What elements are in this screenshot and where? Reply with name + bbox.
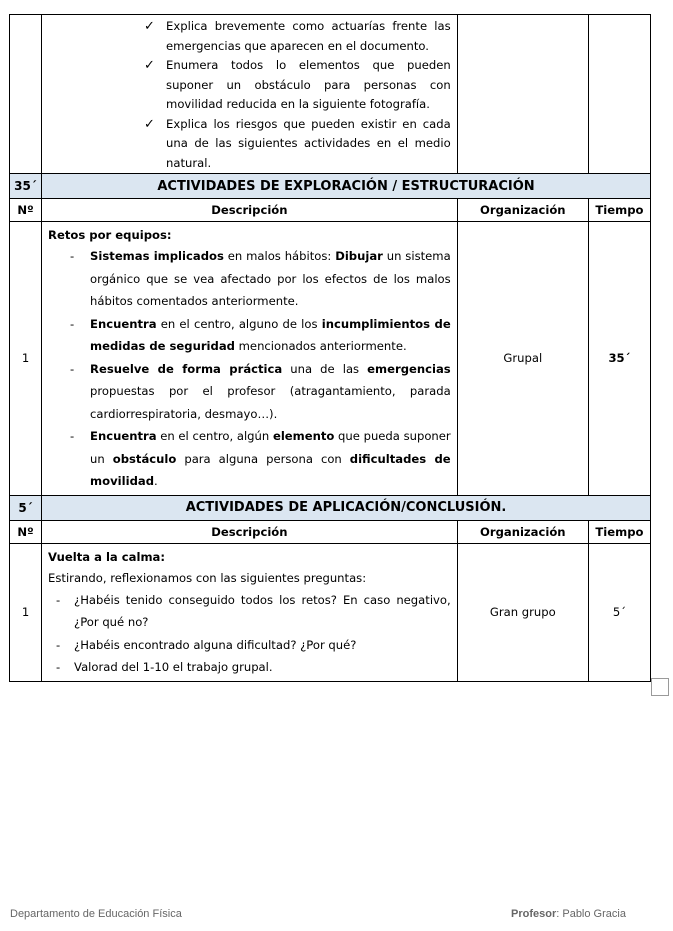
question-text: ¿Habéis tenido conseguido todos los retos? En caso negativo, ¿Por qué no? (74, 592, 451, 629)
item-text: . (154, 474, 158, 488)
section-title: ACTIVIDADES DE EXPLORACIÓN / ESTRUCTURACIÓN (42, 174, 651, 199)
item-text: mencionados anteriormente. (234, 339, 407, 353)
check-icon: ✓ (144, 116, 155, 132)
intro-bullet-list (144, 17, 451, 173)
emphasis-text: emergencias (367, 361, 451, 376)
item-text: en el centro, algún (156, 429, 273, 443)
intro-bullet-item (144, 115, 451, 174)
emphasis-text: Sistemas implicados (90, 249, 224, 263)
emphasis-text: dificultades de movilidad (90, 451, 451, 488)
activity-description (42, 222, 458, 496)
activity-row (10, 543, 651, 681)
question-list (56, 589, 451, 679)
question-text: ¿Habéis encontrado alguna dificultad? ¿Por qué? (74, 637, 357, 652)
emphasis-text: elemento (272, 429, 335, 443)
emphasis-text: incumplimientos de medidas de seguridad (90, 316, 451, 353)
activity-num: 1 (10, 222, 42, 496)
checkbox[interactable] (651, 678, 669, 696)
question-item (56, 656, 451, 679)
emphasis-text: Dibujar (335, 249, 383, 263)
dash-bullet: - (70, 316, 75, 331)
footer-department: Departamento de Educación Física (10, 908, 182, 920)
continuation-row (10, 15, 651, 174)
intro-bullet-item (144, 56, 451, 115)
intro-bullet-text: Explica brevemente como actuarías frente las emergencias que aparecen en el documento. (166, 19, 451, 53)
footer-teacher (511, 908, 626, 920)
challenge-item (70, 245, 451, 313)
item-text: un sistema orgánico que se vea afectado por los efectos de los malos hábitos comentados anteriormente. (90, 249, 451, 308)
header-org: Organización (457, 199, 588, 222)
activity-title: Retos por equipos: (48, 228, 172, 242)
header-time: Tiempo (588, 199, 650, 222)
footer-teacher-label: Profesor (511, 908, 557, 920)
activity-description (42, 543, 458, 681)
intro-bullet-text: Explica los riesgos que pueden existir en cada una de las siguientes actividades en el medio natural. (166, 116, 451, 170)
item-text: propuestas por el profesor (atragantamiento, parada cardiorrespiratoria, desmayo…). (90, 384, 451, 421)
check-icon: ✓ (144, 58, 155, 73)
dash-bullet: - (70, 429, 75, 443)
activity-intro: Estirando, reflexionamos con las siguientes preguntas: (48, 570, 367, 585)
item-text: que pueda suponer un (90, 429, 451, 466)
item-text: una de las (282, 361, 368, 376)
activity-organization: Gran grupo (457, 543, 588, 681)
dash-bullet: - (56, 592, 61, 607)
challenge-item (70, 425, 451, 493)
activity-time: 35´ (588, 222, 650, 496)
emphasis-text: Encuentra (90, 316, 157, 331)
dash-bullet: - (70, 249, 75, 263)
dash-bullet: - (56, 660, 61, 674)
emphasis-text: Encuentra (90, 429, 157, 443)
header-desc: Descripción (42, 199, 458, 222)
lesson-table (9, 14, 651, 682)
challenge-list (70, 245, 451, 493)
activity-organization: Grupal (457, 222, 588, 496)
item-text: en malos hábitos: (223, 249, 336, 263)
section-title: ACTIVIDADES DE APLICACIÓN/CONCLUSIÓN. (42, 495, 651, 520)
check-icon: ✓ (144, 19, 155, 34)
activity-title: Vuelta a la calma: (48, 549, 166, 564)
header-num: Nº (10, 199, 42, 222)
challenge-item (70, 358, 451, 426)
dash-bullet: - (70, 361, 75, 376)
column-header-row (10, 520, 651, 543)
intro-bullets-cell (42, 15, 458, 174)
section-exploration-header (10, 174, 651, 199)
header-num: Nº (10, 520, 42, 543)
section-time: 5´ (10, 495, 42, 520)
column-header-row (10, 199, 651, 222)
activity-time: 5´ (588, 543, 650, 681)
intro-bullet-text: Enumera todos lo elementos que pueden suponer un obstáculo para personas con movilidad reducida en la siguiente fotografía. (166, 58, 451, 111)
header-org: Organización (457, 520, 588, 543)
emphasis-text: Resuelve de forma práctica (90, 361, 283, 376)
item-text: en el centro, alguno de los (156, 316, 322, 331)
section-time: 35´ (10, 174, 42, 199)
question-item (56, 634, 451, 657)
activity-row (10, 222, 651, 496)
header-time: Tiempo (588, 520, 650, 543)
intro-bullet-item (144, 17, 451, 56)
question-text: Valorad del 1-10 el trabajo grupal. (74, 660, 273, 674)
emphasis-text: obstáculo (112, 451, 177, 466)
item-text: para alguna persona con (176, 451, 350, 466)
footer-teacher-name: : Pablo Gracia (556, 908, 626, 920)
section-application-header (10, 495, 651, 520)
challenge-item (70, 313, 451, 358)
dash-bullet: - (56, 637, 61, 652)
header-desc: Descripción (42, 520, 458, 543)
question-item (56, 589, 451, 634)
activity-num: 1 (10, 543, 42, 681)
